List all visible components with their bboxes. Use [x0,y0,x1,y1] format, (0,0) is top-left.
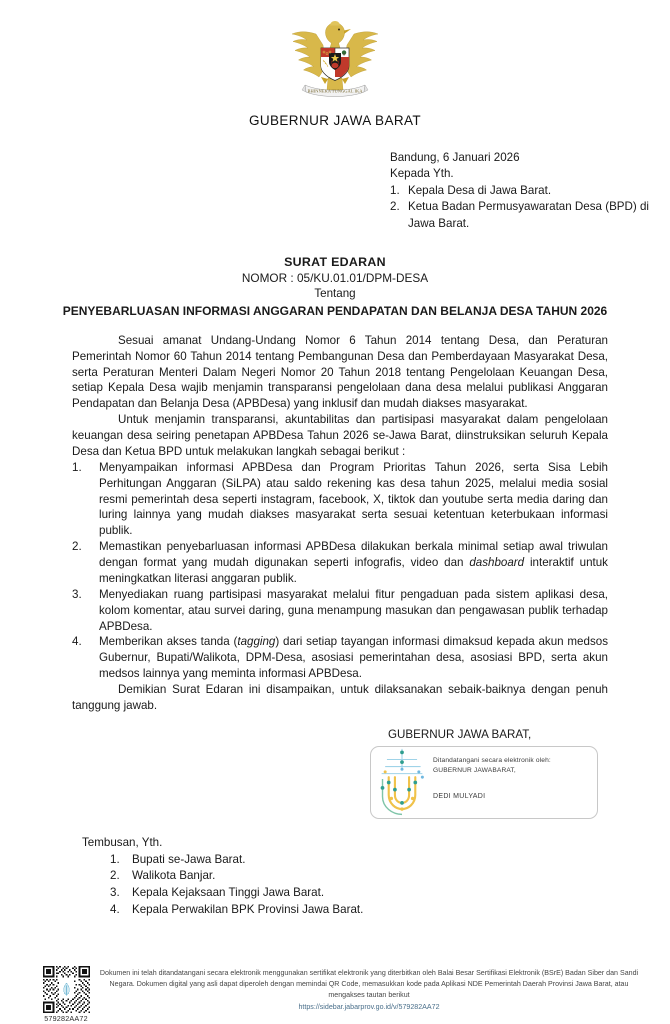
electronic-signature-stamp [370,746,598,819]
item-text-after: ) dari setiap tayangan informasi dimaksud kepada akun medsos Gubernur, Bupati/Walikota, DPM-Desa, asosiasi pemerintahan desa, asosiasi BPD, serta akun medsos lainnya yang meminta informasi APBDesa. [99,635,608,681]
tembusan-heading: Tembusan, Yth. [82,835,163,849]
document-subject: PENYEBARLUASAN INFORMASI ANGGARAN PENDAPATAN DAN BELANJA DESA TAHUN 2026 [62,303,608,318]
item-number: 4. [72,635,82,649]
bsre-electronic-signature-logo [371,747,433,818]
list-item [72,460,608,539]
list-item [110,852,670,869]
closing-paragraph: Demikian Surat Edaran ini disampaikan, untuk dilaksanakan sebaik-baiknya dengan penuh tanggung jawab. [72,683,608,712]
qr-column [34,966,98,1023]
list-item [72,587,608,635]
institution-name: GUBERNUR JAWA BARAT [248,113,422,128]
document-body [0,333,670,714]
recipient-text: Ketua Badan Permusyawaratan Desa (BPD) di Jawa Barat. [408,200,650,230]
footer-disclaimer [98,966,658,1013]
item-text-before: Memberikan akses tanda ( [99,635,238,649]
tembusan-block [0,835,670,919]
svg-text:BHINNEKA TUNGGAL IKA: BHINNEKA TUNGGAL IKA [307,88,363,94]
recipient-list [390,183,650,232]
document-footer [0,962,670,1024]
item-text: Menyampaikan informasi APBDesa dan Program Prioritas Tahun 2026, serta Sisa Lebih Perhitungan Anggaran (SiLPA) atau saldo rekening kas desa tahun 2025, melalui media sosial resmi pemerintah desa seperti instagram, facebook, X, tiktok dan youtube serta media daring dan luring lainnya yang mudah diakses masyarakat serta sesuai ketentuan keterbukaan informasi publik. [99,460,608,538]
list-item [110,885,670,902]
list-item [72,634,608,682]
document-type: SURAT EDARAN [284,255,386,270]
qr-code-text: 579282AA72 [44,1014,88,1023]
signer-name: DEDI MULYADI [433,792,486,800]
signature-block [0,728,670,819]
tembusan-number: 1. [110,852,120,866]
stamp-line-2: GUBERNUR JAWABARAT, [433,766,516,774]
list-item [390,183,650,199]
instruction-list [72,460,608,682]
paragraph-1: Sesuai amanat Undang-Undang Nomor 6 Tahun 2014 tentang Desa, dan Peraturan Pemerintah Nomor 60 Tahun 2014 tentang Pembangunan Desa dan Pemberdayaan Masyarakat Desa, serta Peraturan Menteri Dalam Negeri Nomor 20 Tahun 2018 tentang Pengelolaan Keuangan Desa, setiap Kepala Desa wajib menjamin transparansi pengelolaan dana desa melalui publikasi Anggaran Pendapatan dan Belanja Desa (APBDesa) yang inklusif dan mudah diakses masyarakat. [72,333,608,411]
item-number: 1. [72,460,82,474]
item-number: 2. [72,540,82,554]
list-item [110,902,670,919]
document-verification-qr-code[interactable] [43,966,90,1013]
tembusan-text: Walikota Banjar. [132,869,216,883]
stamp-line-1: Ditandatangani secara elektronik oleh: [433,756,551,764]
paragraph-2: Untuk menjamin transparansi, akuntabilitas dan partisipasi masyarakat dalam pengelolaan keuangan desa seiring penetapan APBDesa Tahun 2026 se-Jawa Barat, diinstruksikan seluruh Kepala Desa dan Ketua BPD untuk melakukan langkah sebagai berikut : [72,413,608,458]
document-title-block [0,254,670,320]
tembusan-number: 2. [110,869,120,883]
list-item [110,868,670,885]
tembusan-list [82,852,670,919]
recipient-number: 2. [390,200,400,214]
tembusan-text: Kepala Perwakilan BPK Provinsi Jawa Barat. [132,903,364,916]
tembusan-number: 3. [110,886,120,900]
document-number: NOMOR : 05/KU.01.01/DPM-DESA [241,270,429,285]
salutation: Kepada Yth. [390,167,454,181]
signatory-title: GUBERNUR JAWA BARAT, [388,727,532,741]
list-item [390,199,650,232]
item-text-after: interaktif untuk meningkatkan literasi anggaran publik. [99,556,608,585]
place-and-date: Bandung, 6 Januari 2026 [390,151,520,164]
recipient-text: Kepala Desa di Jawa Barat. [408,183,552,197]
recipient-number: 1. [390,183,400,197]
item-text-italic: dashboard [469,556,525,570]
item-text-before: Memastikan penyebarluasan informasi APBDesa dilakukan berkala minimal setiap awal triwulan dengan format yang mudah digunakan seperti infografis, video dan [99,540,608,570]
item-text: Menyediakan ruang partisipasi masyarakat melalui fitur pengaduan pada sistem aplikasi desa, kolom komentar, atau survei daring, guna menampung masukan dan pengawasan publik terhadap APBDesa. [99,587,608,633]
item-text-italic: tagging [237,635,276,649]
address-block [0,150,670,232]
verification-url[interactable]: https://sidebar.jabarprov.go.id/v/579282AA72 [298,1002,440,1011]
garuda-pancasila-emblem [285,14,385,109]
letterhead [0,0,670,128]
tembusan-text: Bupati se-Jawa Barat. [132,852,246,866]
tembusan-text: Kepala Kejaksaan Tinggi Jawa Barat. [132,886,325,900]
tembusan-number: 4. [110,903,120,916]
about-label: Tentang [314,287,356,301]
item-number: 3. [72,587,82,601]
list-item [72,539,608,587]
disclaimer-text: Dokumen ini telah ditandatangani secara elektronik menggunakan sertifikat elektronik yang diterbitkan oleh Balai Besar Sertifikasi Elektronik (BSrE) Badan Siber dan Sandi Negara. Dokumen digital yang asli dapat diperoleh dengan memindai QR Code, memasukkan kode pada Aplikasi NDE Pemerintah Daerah Provinsi Jawa Barat, atau mengakses tautan berikut [99,969,639,999]
